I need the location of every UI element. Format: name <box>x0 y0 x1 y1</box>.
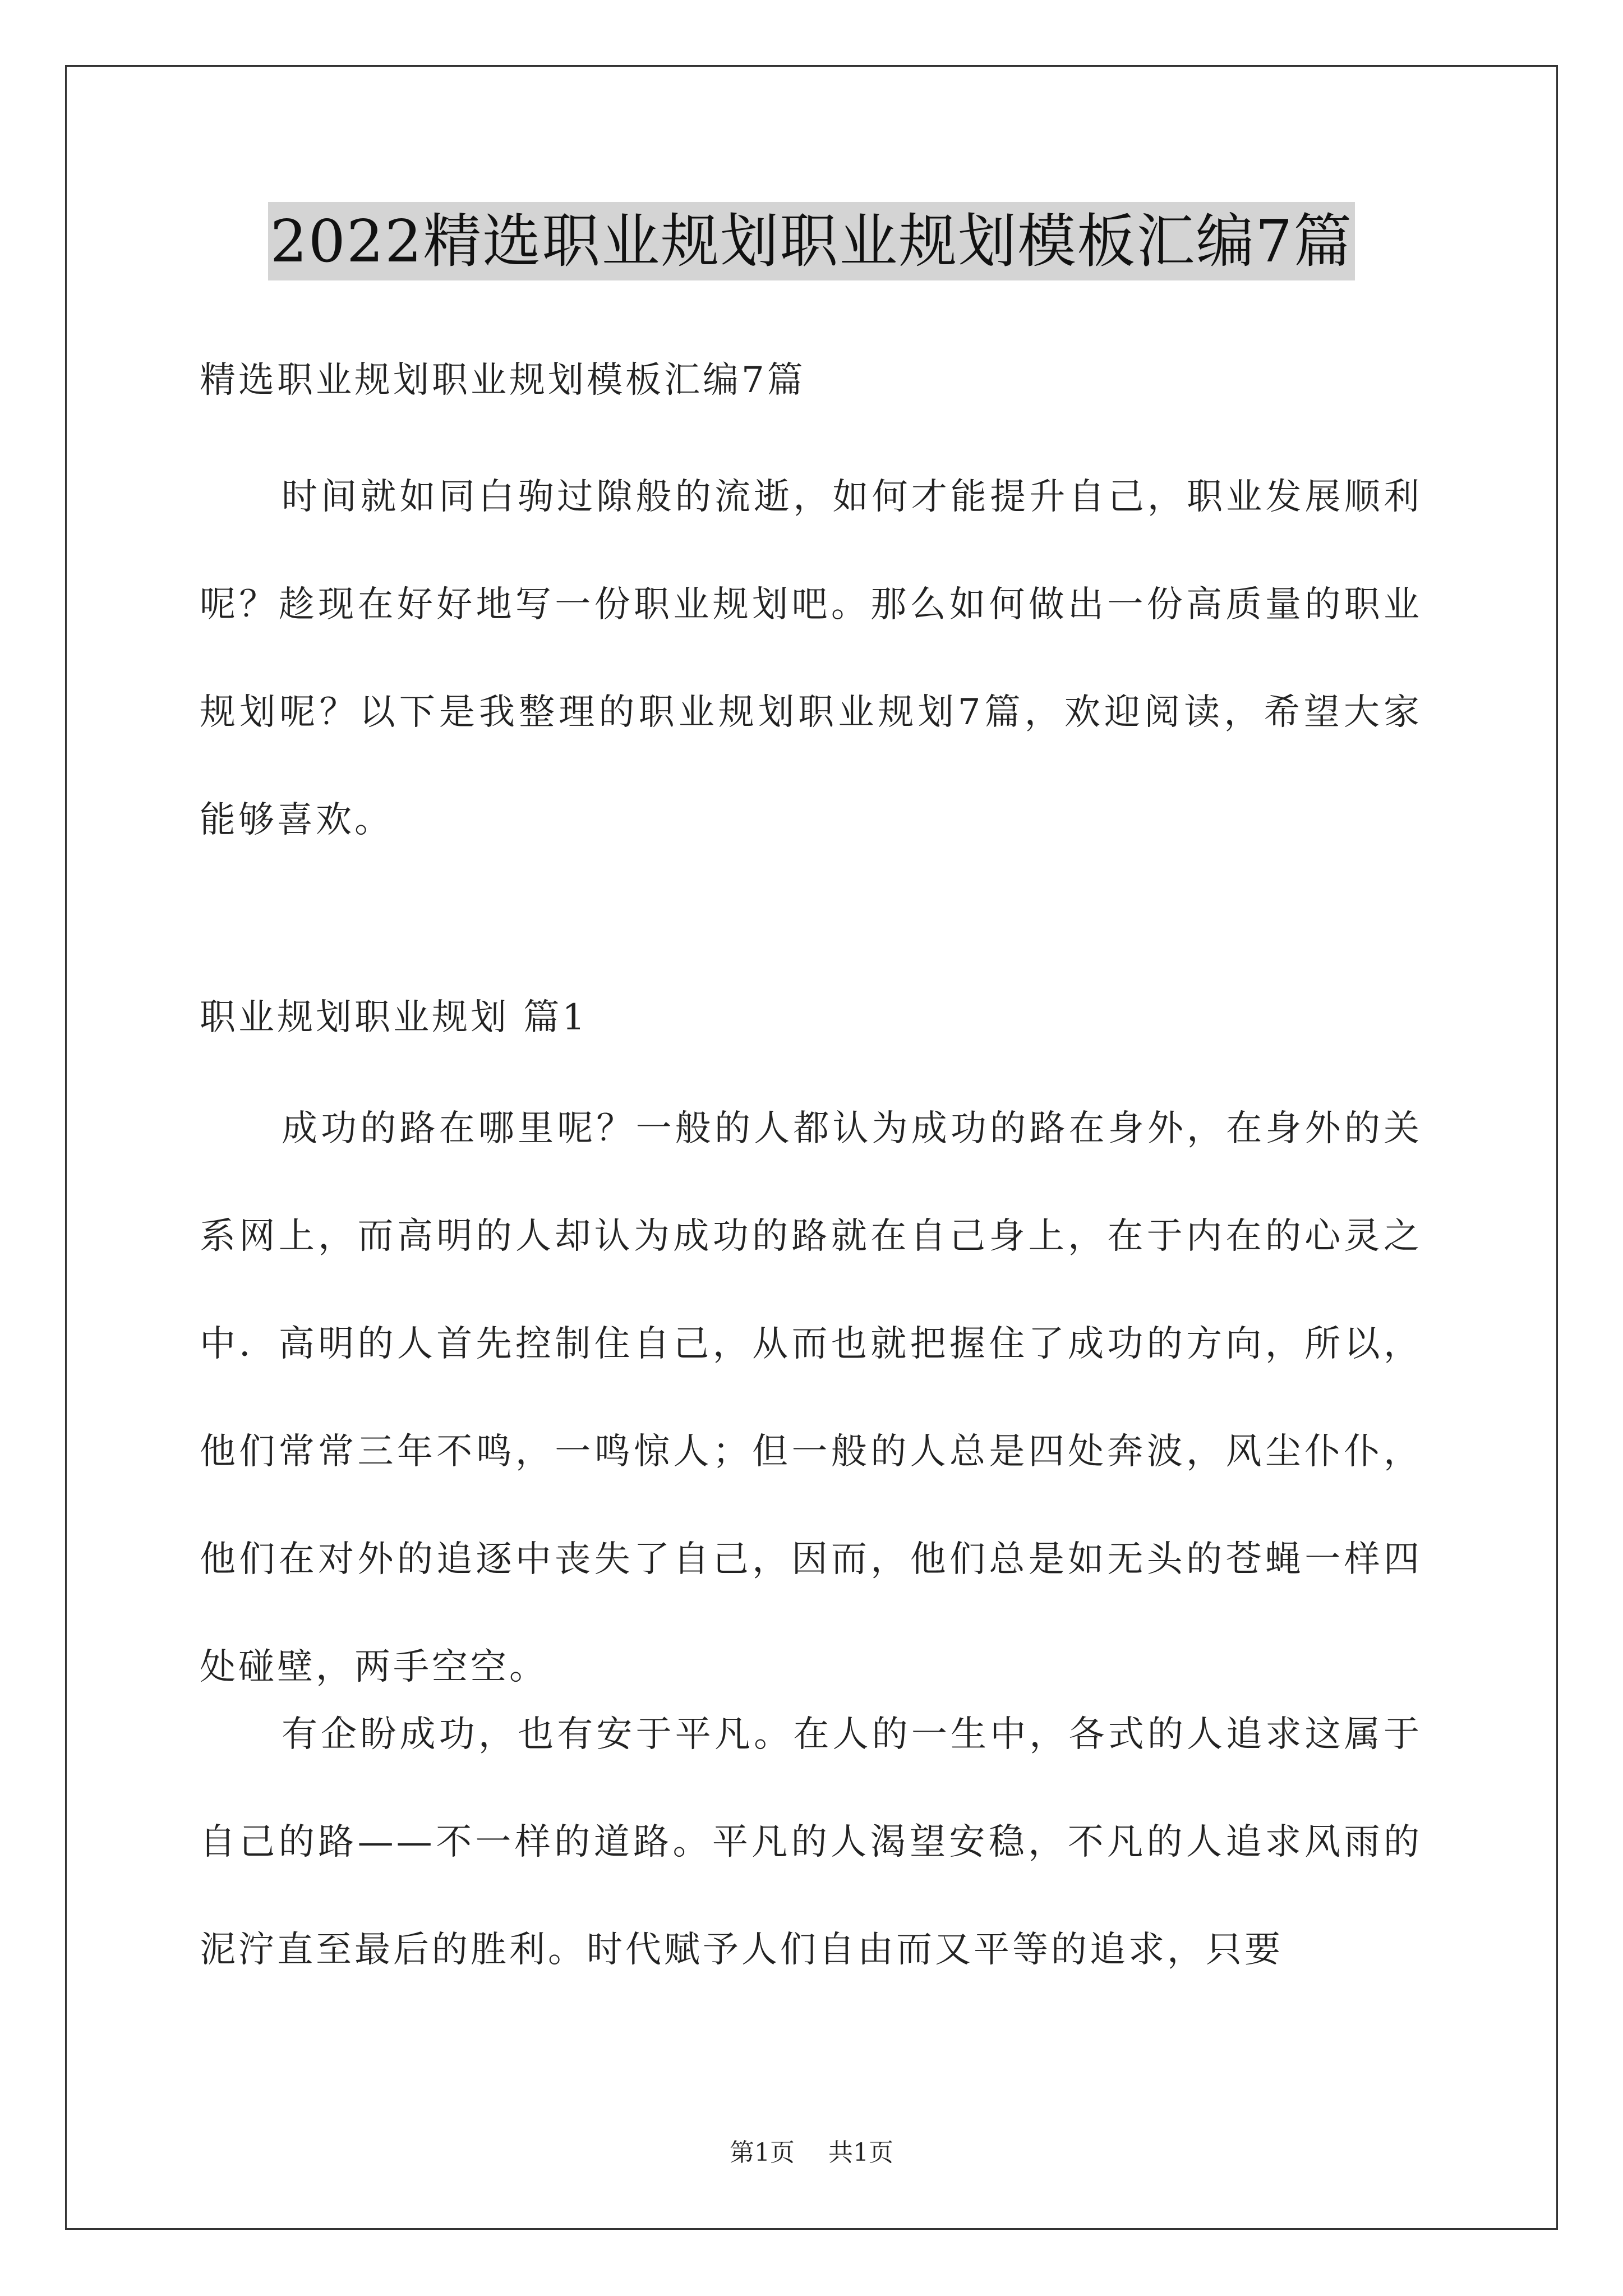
document-subtitle: 精选职业规划职业规划模板汇编7篇 <box>200 360 806 401</box>
section-heading: 职业规划职业规划 篇1 <box>200 997 588 1038</box>
body-paragraph-2: 有企盼成功，也有安于平凡。在人的一生中，各式的人追求这属于自己的路——不一样的道路。平凡的人渴望安稳，不凡的人追求风雨的泥泞直至最后的胜利。时代赋予人们自由而又平等的追求，只要 <box>200 1714 1422 1971</box>
page-footer <box>0 2136 1623 2170</box>
title-container <box>0 202 1623 280</box>
document-title: 2022精选职业规划职业规划模板汇编7篇 <box>268 202 1355 280</box>
intro-paragraph: 时间就如同白驹过隙般的流逝，如何才能提升自己，职业发展顺利呢？趁现在好好地写一份职业规划吧。那么如何做出一份高质量的职业规划呢？以下是我整理的职业规划职业规划7篇，欢迎阅读，希望大家能够喜欢。 <box>200 476 1422 841</box>
page-total: 共1页 <box>828 2138 893 2167</box>
body-paragraph-1: 成功的路在哪里呢？一般的人都认为成功的路在身外，在身外的关系网上，而高明的人却认为成功的路就在自己身上，在于内在的心灵之中．高明的人首先控制住自己，从而也就把握住了成功的方向，所以，他们常常三年不鸣，一鸣惊人；但一般的人总是四处奔波，风尘仆仆，他们在对外的追逐中丧失了自己，因而，他们总是如无头的苍蝇一样四处碰壁，两手空空。 <box>200 1108 1422 1688</box>
page-number: 第1页 <box>730 2138 795 2167</box>
